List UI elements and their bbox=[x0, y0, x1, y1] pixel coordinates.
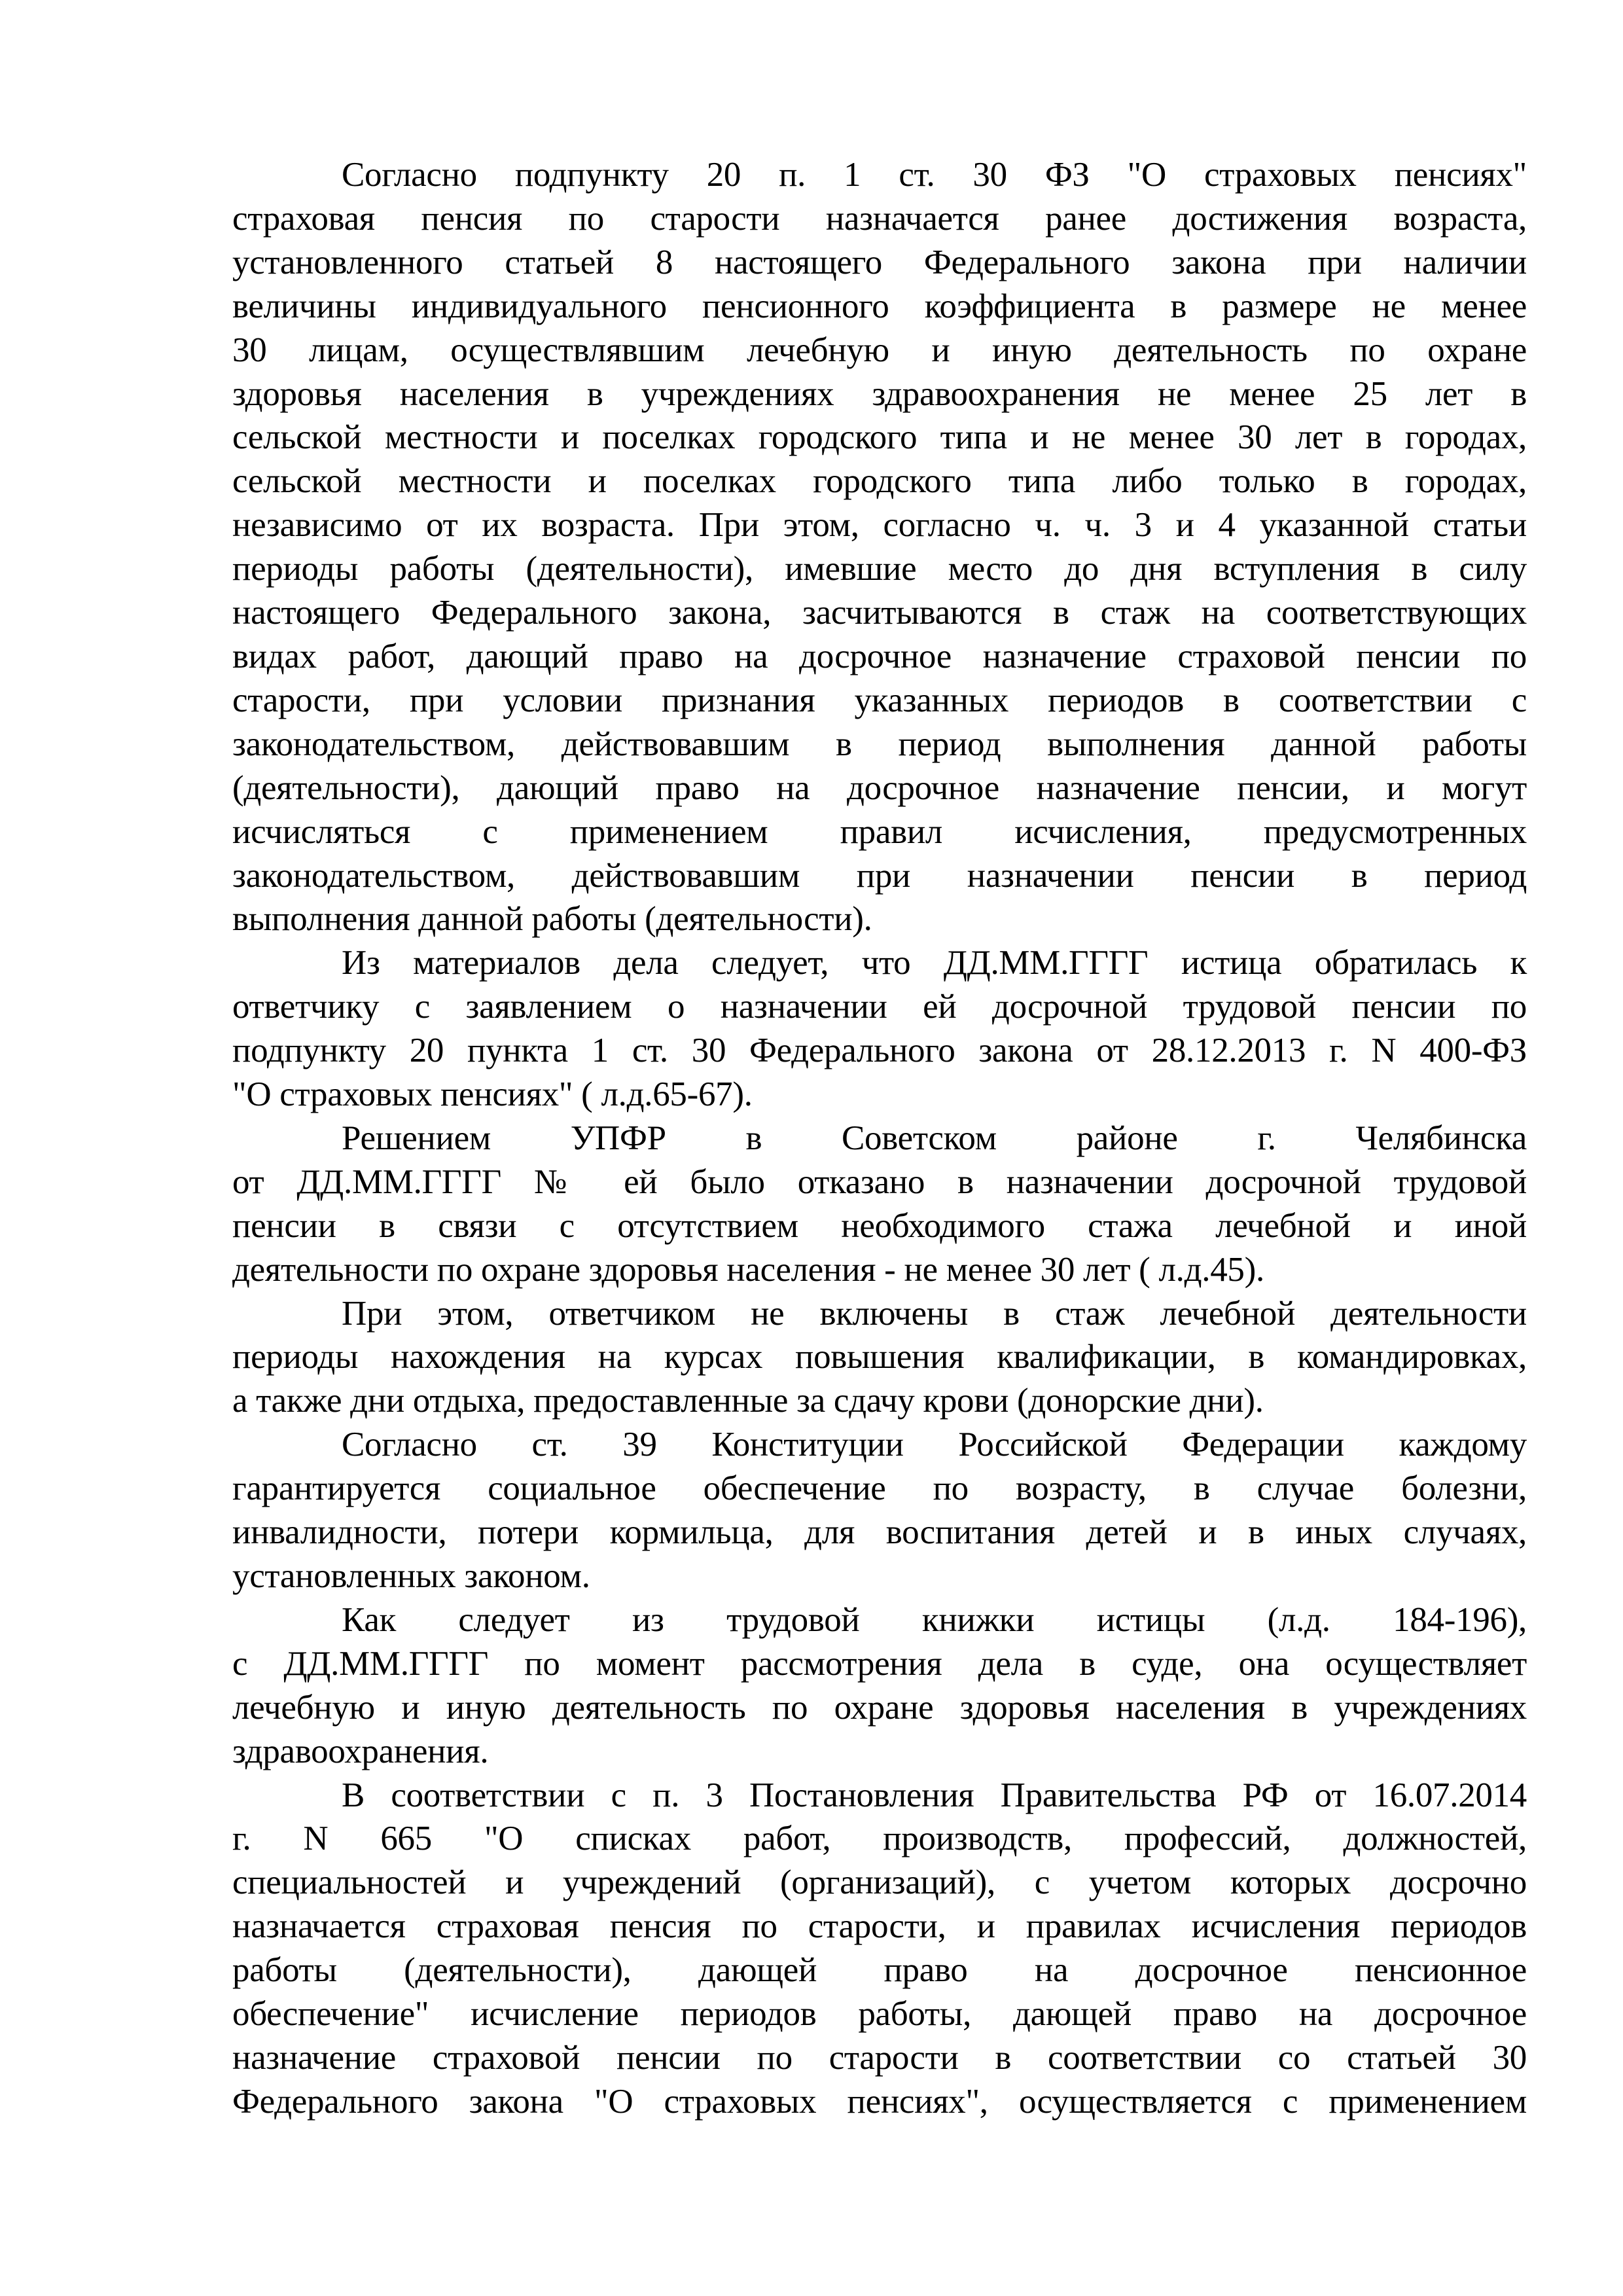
text-line: здоровья населения в учреждениях здравоохранения не менее 25 лет в bbox=[232, 374, 1527, 413]
text-line: периоды нахождения на курсах повышения квалификации, в командировках, bbox=[232, 1338, 1527, 1376]
paragraph bbox=[232, 1117, 1527, 1292]
text-line: законодательством, действовавшим при назначении пенсии в период bbox=[232, 856, 1527, 895]
text-line: инвалидности, потери кормильца, для воспитания детей и в иных случаях, bbox=[232, 1513, 1527, 1552]
text-line: гарантируется социальное обеспечение по возрасту, в случае болезни, bbox=[232, 1469, 1527, 1508]
text-line: а также дни отдыха, предоставленные за сдачу крови (донорские дни). bbox=[232, 1382, 1264, 1420]
text-line: назначение страховой пенсии по старости в соответствии со статьей 30 bbox=[232, 2038, 1527, 2077]
text-line: специальностей и учреждений (организаций), с учетом которых досрочно bbox=[232, 1863, 1527, 1902]
text-line: с ДД.ММ.ГГГГ по момент рассмотрения дела в суде, она осуществляет bbox=[232, 1644, 1527, 1683]
text-line: старости, при условии признания указанных периодов в соответствии с bbox=[232, 681, 1527, 719]
text-line: При этом, ответчиком не включены в стаж лечебной деятельности bbox=[342, 1294, 1527, 1333]
text-line: г. N 665 "О списках работ, производств, профессий, должностей, bbox=[232, 1820, 1527, 1858]
text-line: Из материалов дела следует, что ДД.ММ.ГГГГ истица обратилась к bbox=[342, 944, 1527, 982]
text-line: Федерального закона "О страховых пенсиях", осуществляется с применением bbox=[232, 2082, 1527, 2121]
paragraph bbox=[232, 1292, 1527, 1424]
text-line: выполнения данной работы (деятельности). bbox=[232, 900, 872, 939]
text-line: установленных законом. bbox=[232, 1557, 590, 1595]
paragraph bbox=[232, 1598, 1527, 1774]
text-line: (деятельности), дающий право на досрочное назначение пенсии, и могут bbox=[232, 768, 1527, 807]
text-line: пенсии в связи с отсутствием необходимого стажа лечебной и иной bbox=[232, 1206, 1527, 1245]
text-line: В соответствии с п. 3 Постановления Правительства РФ от 16.07.2014 bbox=[342, 1776, 1527, 1814]
text-line: лечебную и иную деятельность по охране здоровья населения в учреждениях bbox=[232, 1688, 1527, 1727]
text-line: настоящего Федерального закона, засчитываются в стаж на соответствующих bbox=[232, 594, 1527, 632]
text-line: периоды работы (деятельности), имевшие место до дня вступления в силу bbox=[232, 550, 1527, 588]
paragraph bbox=[232, 153, 1527, 941]
text-line: независимо от их возраста. При этом, согласно ч. ч. 3 и 4 указанной статьи bbox=[232, 506, 1527, 545]
text-line: установленного статьей 8 настоящего Федерального закона при наличии bbox=[232, 243, 1527, 281]
text-line: 30 лицам, осуществлявшим лечебную и иную деятельность по охране bbox=[232, 331, 1527, 369]
paragraph bbox=[232, 941, 1527, 1117]
text-line: здравоохранения. bbox=[232, 1732, 489, 1770]
text-line: работы (деятельности), дающей право на досрочное пенсионное bbox=[232, 1951, 1527, 1990]
text-line: ответчику с заявлением о назначении ей досрочной трудовой пенсии по bbox=[232, 988, 1527, 1026]
text-line: сельской местности и поселках городского типа либо только в городах, bbox=[232, 462, 1527, 501]
text-line: Решением УПФР в Советском районе г. Челябинска bbox=[342, 1119, 1527, 1157]
text-line: Как следует из трудовой книжки истицы (л.д. 184-196), bbox=[342, 1600, 1527, 1639]
text-line: сельской местности и поселках городского типа и не менее 30 лет в городах, bbox=[232, 418, 1527, 457]
text-line: от ДД.ММ.ГГГГ № ей было отказано в назначении досрочной трудовой bbox=[232, 1162, 1527, 1201]
text-line: величины индивидуального пенсионного коэффициента в размере не менее bbox=[232, 287, 1527, 325]
text-line: подпункту 20 пункта 1 ст. 30 Федерального закона от 28.12.2013 г. N 400-ФЗ bbox=[232, 1031, 1527, 1070]
text-line: "О страховых пенсиях" ( л.д.65-67). bbox=[232, 1075, 753, 1114]
paragraph bbox=[232, 1423, 1527, 1598]
text-line: страховая пенсия по старости назначается ранее достижения возраста, bbox=[232, 199, 1527, 238]
text-line: деятельности по охране здоровья населения - не менее 30 лет ( л.д.45). bbox=[232, 1250, 1264, 1289]
text-line: исчисляться с применением правил исчисления, предусмотренных bbox=[232, 812, 1527, 851]
text-line: обеспечение" исчисление периодов работы, дающей право на досрочное bbox=[232, 1995, 1527, 2034]
text-line: Согласно подпункту 20 п. 1 ст. 30 ФЗ "О страховых пенсиях" bbox=[342, 156, 1527, 194]
text-line: законодательством, действовавшим в период выполнения данной работы bbox=[232, 725, 1527, 763]
text-line: назначается страховая пенсия по старости, и правилах исчисления периодов bbox=[232, 1907, 1527, 1946]
text-line: видах работ, дающий право на досрочное назначение страховой пенсии по bbox=[232, 637, 1527, 675]
document-body bbox=[232, 153, 1527, 2124]
text-line: Согласно ст. 39 Конституции Российской Федерации каждому bbox=[342, 1426, 1527, 1464]
paragraph bbox=[232, 1774, 1527, 2124]
